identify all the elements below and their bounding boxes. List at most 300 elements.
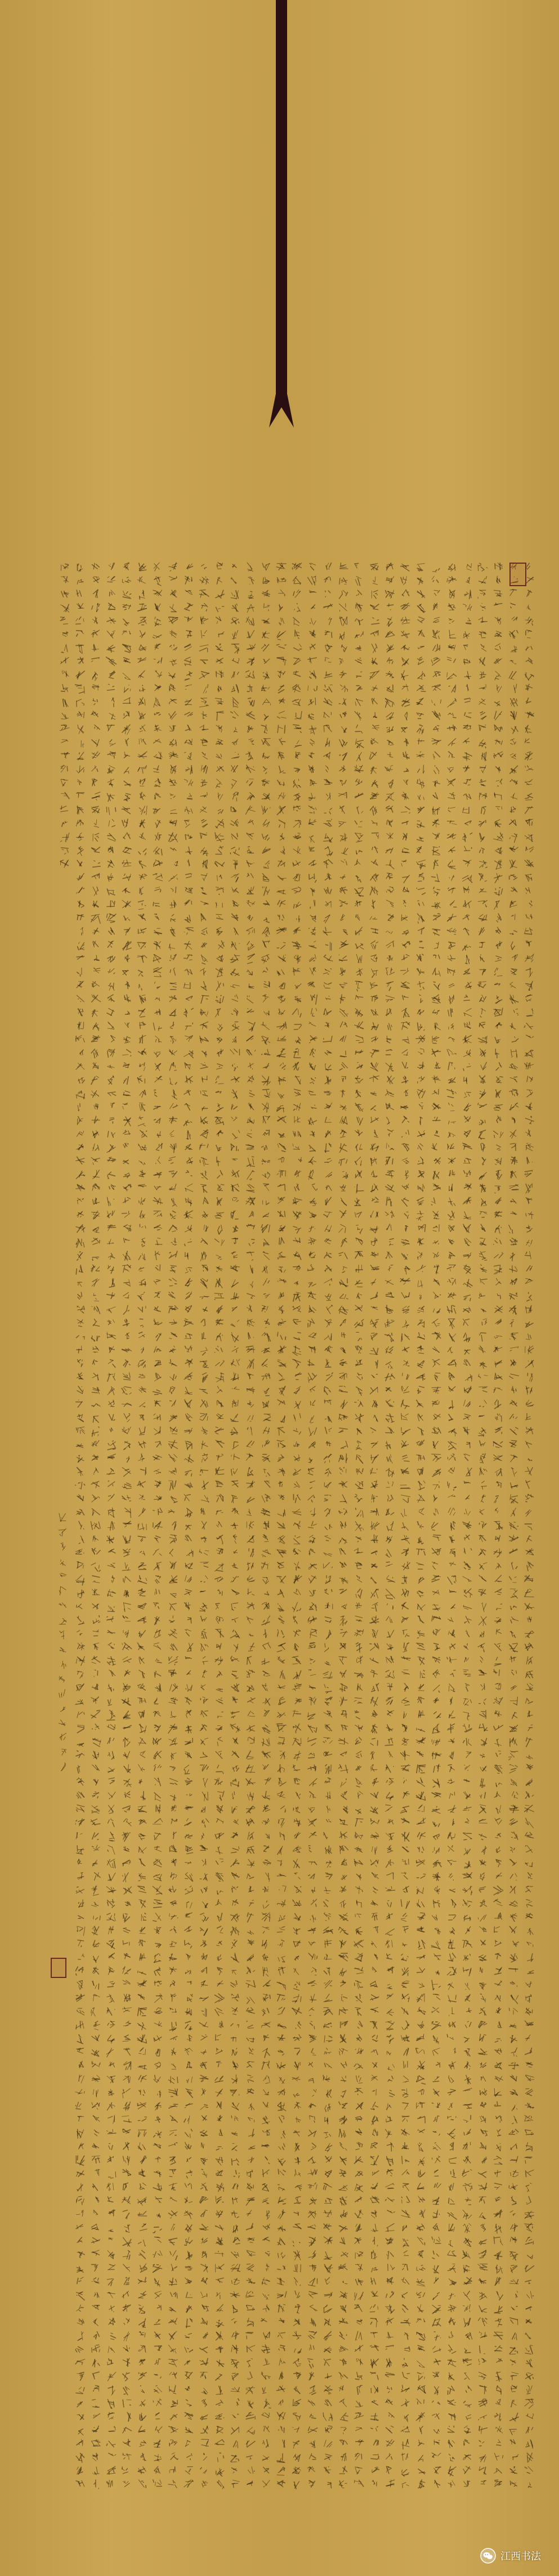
brush-stroke	[525, 1171, 532, 1172]
brush-stroke	[498, 2271, 500, 2273]
brush-stroke	[510, 1874, 513, 1878]
brush-stroke	[513, 1607, 514, 1608]
brush-stroke	[532, 822, 533, 825]
brush-stroke	[532, 1362, 534, 1368]
brush-stroke	[498, 1594, 500, 1595]
brush-stroke	[533, 1037, 534, 1038]
brush-stroke	[480, 727, 481, 730]
brush-stroke	[511, 2482, 517, 2486]
brush-stroke	[497, 702, 500, 703]
brush-stroke	[514, 1606, 517, 1607]
brush-stroke	[509, 1376, 510, 1377]
brush-stroke	[512, 915, 514, 916]
brush-stroke	[495, 1469, 499, 1472]
brush-stroke	[497, 2430, 498, 2431]
brush-stroke	[510, 2238, 511, 2241]
brush-stroke	[513, 1501, 514, 1503]
brush-stroke	[496, 1927, 500, 1928]
brush-stroke	[501, 2389, 502, 2394]
brush-stroke	[481, 1082, 484, 1084]
brush-stroke	[530, 2376, 531, 2380]
brush-stroke	[532, 2415, 534, 2418]
brush-stroke	[531, 1873, 533, 1874]
brush-stroke	[511, 1347, 518, 1348]
brush-stroke	[510, 2318, 517, 2319]
brush-stroke	[515, 1472, 517, 1474]
brush-stroke	[512, 1851, 513, 1853]
brush-stroke	[525, 2280, 531, 2282]
brush-stroke	[498, 1773, 499, 1774]
brush-stroke	[500, 622, 501, 624]
brush-stroke	[495, 671, 500, 675]
brush-stroke	[530, 1121, 531, 1123]
brush-stroke	[495, 968, 497, 972]
brush-stroke	[532, 623, 533, 625]
brush-stroke	[510, 753, 513, 755]
brush-stroke	[512, 1146, 515, 1148]
brush-stroke	[526, 1835, 532, 1836]
brush-stroke	[497, 1417, 498, 1418]
brush-stroke	[500, 2241, 503, 2245]
brush-stroke	[485, 752, 486, 761]
brush-stroke	[526, 1266, 530, 1271]
brush-stroke	[496, 956, 502, 957]
brush-stroke	[511, 2197, 514, 2202]
brush-stroke	[481, 1279, 487, 1280]
brush-stroke	[495, 1501, 497, 1503]
brush-stroke	[529, 903, 532, 906]
calligraphy-text-body	[39, 557, 540, 2515]
brush-stroke	[496, 1229, 497, 1230]
brush-stroke	[497, 2170, 498, 2177]
brush-stroke	[529, 794, 532, 795]
brush-stroke	[494, 2088, 495, 2094]
brush-stroke	[481, 1458, 484, 1463]
brush-stroke	[496, 2267, 497, 2269]
brush-stroke	[530, 874, 531, 875]
brush-stroke	[510, 1495, 511, 1500]
brush-stroke	[502, 1008, 503, 1014]
brush-stroke	[495, 1837, 498, 1838]
brush-stroke	[499, 1847, 500, 1849]
brush-stroke	[484, 996, 486, 1000]
brush-stroke	[526, 1062, 527, 1069]
brush-stroke	[494, 2237, 500, 2238]
brush-stroke	[497, 1148, 499, 1149]
brush-stroke	[527, 2414, 528, 2416]
brush-stroke	[527, 1230, 530, 1232]
brush-stroke	[512, 617, 515, 619]
brush-stroke	[484, 1213, 487, 1214]
brush-stroke	[528, 1526, 531, 1528]
brush-stroke	[500, 1767, 502, 1769]
brush-stroke	[531, 1914, 533, 1915]
brush-stroke	[526, 958, 531, 959]
brush-stroke	[527, 1094, 530, 1097]
brush-stroke	[480, 997, 482, 1001]
brush-stroke	[495, 593, 502, 594]
brush-stroke	[526, 2146, 533, 2147]
brush-stroke	[480, 1512, 482, 1514]
brush-stroke	[498, 1886, 501, 1889]
brush-stroke	[481, 567, 484, 570]
brush-stroke	[529, 1913, 530, 1916]
brush-stroke	[482, 995, 484, 999]
brush-stroke	[529, 684, 530, 685]
brush-stroke	[499, 2295, 503, 2300]
brush-stroke	[530, 1683, 533, 1685]
brush-stroke	[509, 1859, 515, 1863]
brush-stroke	[529, 820, 530, 826]
brush-stroke	[512, 2403, 516, 2406]
brush-stroke	[500, 779, 502, 782]
brush-stroke	[527, 2202, 531, 2204]
brush-stroke	[494, 1265, 500, 1266]
brush-stroke	[525, 2334, 526, 2335]
brush-stroke	[509, 1090, 517, 1091]
brush-stroke	[531, 1779, 532, 1783]
brush-stroke	[511, 1631, 513, 1633]
brush-stroke	[526, 1118, 534, 1121]
brush-stroke	[529, 1468, 533, 1474]
brush-stroke	[510, 2430, 512, 2435]
brush-stroke	[500, 860, 501, 865]
brush-stroke	[515, 1968, 516, 1972]
brush-stroke	[516, 1955, 517, 1959]
brush-stroke	[528, 1227, 530, 1228]
brush-stroke	[495, 1644, 502, 1651]
brush-stroke	[495, 1164, 497, 1165]
brush-stroke	[527, 2393, 530, 2394]
brush-stroke	[515, 1873, 517, 1877]
brush-stroke	[500, 2146, 501, 2151]
brush-stroke	[485, 880, 486, 881]
brush-stroke	[483, 1391, 487, 1392]
brush-stroke	[497, 968, 498, 970]
brush-stroke	[528, 2283, 530, 2284]
brush-stroke	[525, 2130, 531, 2131]
brush-stroke	[495, 2187, 498, 2188]
brush-stroke	[511, 905, 517, 907]
brush-stroke	[482, 785, 485, 786]
brush-stroke	[525, 2130, 527, 2133]
brush-stroke	[509, 2026, 512, 2027]
brush-stroke	[494, 1010, 497, 1014]
brush-stroke	[527, 1076, 528, 1082]
brush-stroke	[512, 1496, 518, 1497]
brush-stroke	[479, 1433, 483, 1435]
brush-stroke	[484, 1469, 485, 1470]
brush-stroke	[510, 984, 516, 988]
brush-stroke	[494, 711, 497, 718]
brush-stroke	[527, 1566, 528, 1571]
brush-stroke	[509, 1106, 515, 1110]
brush-stroke	[525, 2116, 526, 2121]
brush-stroke	[526, 2333, 530, 2339]
brush-stroke	[485, 794, 486, 798]
brush-stroke	[510, 1819, 513, 1820]
brush-stroke	[482, 610, 484, 611]
brush-stroke	[498, 2027, 502, 2028]
brush-stroke	[529, 1295, 531, 1297]
brush-stroke	[525, 2467, 527, 2468]
brush-stroke	[494, 1927, 495, 1932]
brush-stroke	[501, 889, 502, 894]
brush-stroke	[527, 1015, 533, 1016]
brush-stroke	[499, 2400, 500, 2403]
brush-stroke	[511, 2400, 513, 2407]
brush-stroke	[480, 1016, 481, 1017]
brush-stroke	[514, 646, 516, 650]
brush-stroke	[497, 2402, 499, 2403]
brush-stroke	[526, 2444, 527, 2445]
brush-stroke	[510, 1350, 512, 1351]
brush-stroke	[512, 1390, 515, 1391]
brush-stroke	[516, 1105, 518, 1107]
brush-stroke	[525, 2402, 529, 2406]
brush-stroke	[516, 1995, 518, 1999]
brush-stroke	[526, 1996, 531, 1998]
brush-stroke	[498, 1375, 502, 1379]
brush-stroke	[494, 2159, 498, 2160]
brush-stroke	[511, 1847, 513, 1849]
brush-stroke	[528, 2466, 533, 2471]
brush-stroke	[497, 1145, 501, 1147]
brush-stroke	[495, 565, 503, 569]
brush-stroke	[512, 1388, 513, 1390]
brush-stroke	[498, 2268, 503, 2269]
calligraphy-column	[509, 563, 519, 2487]
brush-stroke	[499, 1805, 501, 1812]
brush-stroke	[512, 1596, 514, 1597]
brush-stroke	[511, 678, 514, 680]
brush-stroke	[482, 570, 484, 571]
brush-stroke	[500, 931, 501, 932]
brush-stroke	[528, 617, 530, 620]
brush-stroke	[530, 2346, 533, 2354]
brush-stroke	[510, 1240, 512, 1243]
brush-stroke	[527, 1443, 532, 1445]
brush-stroke	[482, 1228, 483, 1230]
brush-stroke	[478, 618, 482, 620]
brush-stroke	[511, 1656, 512, 1662]
brush-stroke	[497, 2291, 500, 2299]
brush-stroke	[483, 837, 484, 840]
brush-stroke	[512, 1672, 514, 1675]
brush-stroke	[482, 866, 484, 867]
brush-stroke	[498, 808, 499, 810]
brush-stroke	[480, 740, 484, 745]
brush-stroke	[500, 2307, 502, 2309]
brush-stroke	[498, 1688, 500, 1689]
brush-stroke	[496, 1567, 498, 1569]
brush-stroke	[513, 1386, 515, 1393]
brush-stroke	[526, 1698, 527, 1703]
brush-stroke	[479, 793, 480, 800]
brush-stroke	[512, 1041, 516, 1042]
brush-stroke	[495, 1377, 500, 1378]
brush-stroke	[497, 1510, 498, 1513]
brush-stroke	[497, 1306, 500, 1309]
brush-stroke	[527, 752, 531, 753]
brush-stroke	[481, 1120, 482, 1121]
brush-stroke	[509, 838, 510, 839]
brush-stroke	[495, 960, 501, 961]
brush-stroke	[483, 1366, 484, 1368]
brush-stroke	[511, 2159, 517, 2160]
brush-stroke	[511, 743, 513, 744]
brush-stroke	[510, 1377, 513, 1378]
brush-stroke	[517, 2291, 518, 2292]
brush-stroke	[497, 685, 498, 691]
brush-stroke	[525, 807, 530, 813]
brush-stroke	[516, 1427, 518, 1429]
brush-stroke	[494, 974, 495, 975]
brush-stroke	[498, 1484, 499, 1486]
brush-stroke	[498, 676, 499, 677]
brush-stroke	[480, 1509, 481, 1510]
brush-stroke	[526, 915, 527, 918]
brush-stroke	[499, 2430, 500, 2432]
brush-stroke	[497, 1643, 500, 1644]
brush-stroke	[524, 1026, 525, 1027]
brush-stroke	[514, 2485, 516, 2487]
brush-stroke	[512, 2204, 516, 2205]
brush-stroke	[511, 946, 512, 949]
brush-stroke	[481, 1144, 482, 1150]
brush-stroke	[482, 1024, 485, 1026]
brush-stroke	[512, 836, 515, 837]
brush-stroke	[498, 2025, 499, 2027]
brush-stroke	[482, 875, 483, 876]
brush-stroke	[494, 1009, 500, 1010]
brush-stroke	[529, 2240, 532, 2241]
brush-stroke	[530, 1832, 531, 1835]
brush-stroke	[499, 2226, 502, 2233]
brush-stroke	[512, 2376, 513, 2380]
brush-stroke	[511, 2265, 515, 2266]
brush-stroke	[482, 1481, 485, 1483]
brush-stroke	[511, 1754, 515, 1757]
brush-stroke	[529, 1822, 534, 1828]
brush-stroke	[495, 1240, 498, 1243]
calligraphy-strokes	[39, 557, 540, 2515]
brush-stroke	[500, 1132, 501, 1136]
brush-stroke	[514, 930, 517, 932]
brush-stroke	[527, 2295, 530, 2298]
brush-stroke	[484, 1400, 486, 1404]
brush-stroke	[494, 1131, 498, 1135]
brush-stroke	[497, 1414, 498, 1415]
brush-stroke	[481, 808, 482, 813]
brush-stroke	[513, 2008, 518, 2012]
brush-stroke	[500, 2267, 502, 2273]
brush-stroke	[512, 946, 515, 950]
brush-stroke	[500, 2068, 502, 2069]
brush-stroke	[527, 1482, 530, 1489]
brush-stroke	[526, 1850, 531, 1852]
brush-stroke	[498, 1187, 499, 1190]
brush-stroke	[528, 2373, 531, 2374]
brush-stroke	[509, 2134, 515, 2135]
brush-stroke	[511, 1768, 516, 1769]
brush-stroke	[526, 2142, 527, 2147]
brush-stroke	[526, 2185, 529, 2186]
brush-stroke	[499, 2413, 500, 2420]
brush-stroke	[499, 2198, 501, 2199]
brush-stroke	[500, 2428, 502, 2430]
brush-stroke	[526, 1917, 528, 1918]
brush-stroke	[485, 905, 486, 907]
brush-stroke	[483, 765, 486, 772]
brush-stroke	[496, 2456, 499, 2457]
brush-stroke	[530, 2291, 532, 2299]
brush-stroke	[512, 2361, 515, 2362]
brush-stroke	[529, 2196, 531, 2202]
brush-stroke	[496, 1849, 497, 1852]
brush-stroke	[529, 2388, 530, 2392]
brush-stroke	[483, 1319, 487, 1320]
brush-stroke	[495, 1400, 497, 1404]
brush-stroke	[528, 2170, 534, 2172]
brush-stroke	[530, 1298, 532, 1301]
brush-stroke	[481, 1521, 484, 1522]
brush-stroke	[527, 766, 529, 767]
brush-stroke	[527, 1618, 529, 1622]
brush-stroke	[515, 1712, 516, 1713]
brush-stroke	[480, 1104, 486, 1107]
brush-stroke	[531, 1528, 532, 1530]
brush-stroke	[484, 754, 485, 759]
brush-stroke	[509, 1232, 510, 1233]
brush-stroke	[511, 820, 516, 824]
brush-stroke	[480, 1363, 485, 1364]
brush-stroke	[495, 1699, 500, 1702]
brush-stroke	[516, 1901, 517, 1904]
brush-stroke	[530, 1123, 531, 1124]
brush-stroke	[526, 941, 527, 942]
brush-stroke	[480, 1333, 481, 1335]
brush-stroke	[514, 1401, 515, 1403]
brush-stroke	[530, 758, 532, 760]
brush-stroke	[526, 2089, 532, 2094]
brush-stroke	[482, 649, 486, 651]
brush-stroke	[496, 1657, 497, 1660]
brush-stroke	[509, 1225, 511, 1230]
brush-stroke	[527, 2455, 528, 2462]
brush-stroke	[527, 566, 530, 569]
brush-stroke	[526, 1900, 530, 1901]
brush-stroke	[516, 1785, 517, 1786]
brush-stroke	[513, 2170, 516, 2175]
brush-stroke	[516, 1039, 518, 1040]
brush-stroke	[496, 2403, 500, 2404]
brush-stroke	[495, 1404, 496, 1405]
brush-stroke	[511, 1201, 512, 1202]
brush-stroke	[527, 2389, 528, 2393]
brush-stroke	[497, 1278, 498, 1280]
brush-stroke	[532, 1863, 533, 1867]
brush-stroke	[513, 2053, 514, 2056]
brush-stroke	[527, 1904, 533, 1906]
brush-stroke	[511, 1483, 512, 1489]
brush-stroke	[510, 1765, 513, 1766]
brush-stroke	[526, 1427, 527, 1429]
brush-stroke	[482, 1454, 484, 1455]
brush-stroke	[515, 2256, 516, 2258]
brush-stroke	[526, 1441, 530, 1449]
brush-stroke	[526, 784, 531, 785]
